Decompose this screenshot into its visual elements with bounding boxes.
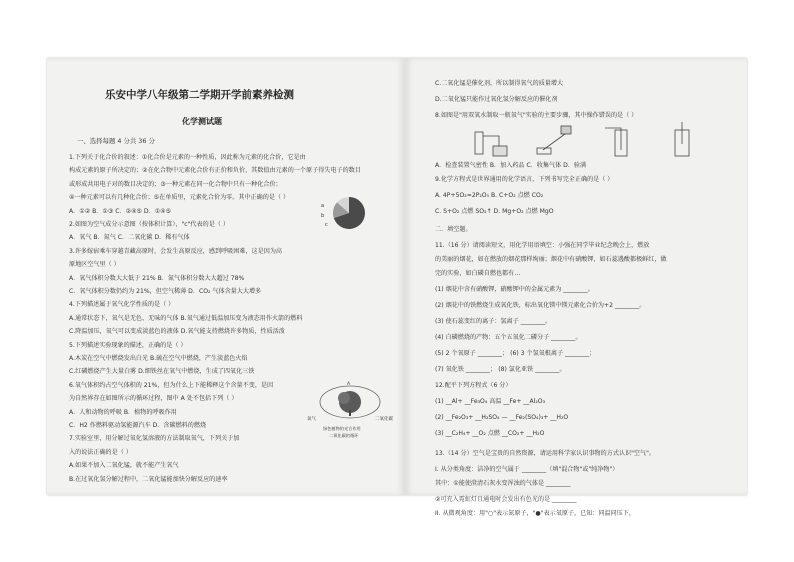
right-question-line: 完的实验，如白磷自燃也都有… [435,270,521,277]
right-question-line: (5) 2 个氧原子 ________； (6) 3 个氢氧根离子 ________； [435,350,596,357]
right-question-line: ②可充入霓虹灯且通电时会发出有色光的是 ________ [435,496,577,503]
apparatus-b-icon [537,126,571,154]
exam-subtitle: 化学测试题 [182,117,222,126]
left-question-line: A．人和动物的呼吸 B．植物的呼吸作用 [69,408,177,416]
left-question-line: 1.下列关于化合价的叙述：①化合价是元素的一种性质，因此称为元素的化合价，它是由 [69,154,306,161]
left-question-line: 入的说法正确的是（ ） [69,448,132,456]
apparatus-a-icon [475,132,507,156]
left-question-line: A．氧气体积分数大大低于 21% B．氮气体积分数大大超过 78% [69,274,245,282]
cycle-label-oxygen: 氧气 [307,417,316,422]
left-question-line: 6.氧气体积约占空气体积的 21%，但为什么上下能稀释这个含量不变，是因 [69,381,274,389]
right-question-line: A. 4P+5O₂=2P₂O₅ B. C+O₂ 点燃 CO₂ [435,192,544,199]
air-composition-pie [315,193,375,233]
right-question-line: (4) 白磷燃烧的产物：五个五氧化二磷分子 ________。 [435,334,582,341]
right-question-line: A．检查装置气密性 B．加入药品 C．收集气体 D．验满 [435,162,587,169]
pie-label-a: a [321,203,325,209]
left-question-line: 构成元素的原子所决定的；②在化合物中元素化合价有正价和负价，其数值由元素的一个原子得失电子的数目 [69,167,361,175]
right-question-line: I. 从分类角度：洁净的空气属于 ________（填"混合物"或"纯净物"） [435,466,619,473]
right-question-line: 二．填空题。 [435,226,472,233]
pie-label-b: b [321,213,325,219]
left-question-line: A.木炭在空气中燃烧发出白光 B.硫在空气中燃烧，产生淡蓝色火焰 [69,355,248,362]
left-question-line: A．氧气 B．氮气 C．二氧化碳 D．稀有气体 [69,234,190,242]
right-question-line: 的美丽的烟花，如在燃放的烟花那样绚丽；烟花中有硝酸钾，如石蕊遇酸都极鲜红，做 [435,256,667,263]
left-question-line: 4.下列描述属于氧气化学性质的是（ ） [69,301,175,309]
right-question-line: II. 从微观角度：用"○"表示氮原子，"●"表示氧原子，已知：同温同压下， [435,510,635,517]
right-question-line: C.二氧化锰是催化剂，所以制得氧气的质量增大 [435,80,564,87]
cycle-caption-2: 二氧化碳的循环 [329,433,359,438]
tree-trunk-icon [349,410,351,416]
right-question-line: (3) 使石蕊变红的离子：氢离子 ________。 [435,318,552,325]
cycle-label-a: A [347,382,351,387]
oxygen-cycle-figure [305,380,395,442]
tree-canopy-icon [338,392,350,404]
right-question-line: C. S+O₂ 点燃 SO₂↑ D. Mg+O₂ 点燃 MgO [435,208,554,215]
cycle-caption-1: 绿色植物的光合作用 [323,426,361,431]
lab-apparatus-figure [465,120,735,160]
right-question-line: 12.配平下列方程式（6 分） [435,382,512,389]
right-question-line: (7) 氧化铁 ________； (8) 氯化亚铁 ________。 [435,366,566,373]
left-question-line: 2.如图为空气成分示意图（按体积计算），"c"代表的是（ ） [69,221,229,228]
pie-label-c: c [325,222,328,228]
exam-title: 乐安中学八年级第二学期开学前素养检测 [105,89,294,101]
left-question-line: C.红磷燃烧产生大量白雾 D.细铁丝在氧气中燃烧，生成了四氧化三铁 [69,368,255,376]
right-question-line: 8.如图是"用双氧水制取一瓶氧气"实验的主要步骤，其中操作错误的是（ ） [435,112,638,119]
section-heading: 一、选择每题 4 分共 36 分 [77,137,155,145]
left-question-line: ④一种元素可以有几种化合价；⑤在单质里，元素化合价为零。其中正确的是（ ） [69,194,290,202]
left-question-line: A.如果不加入二氧化锰，就不能产生氧气 [69,462,179,470]
left-question-line: A.通常状态下，氧气是无色、无味的气体 B.氧气通过低温加压变为液态用作火箭的燃料 [69,314,303,322]
right-question-line: (1) __Al+ __Fe₃O₄ 高温 __Fe+ __Al₂O₃ [435,398,546,405]
left-question-line: 3.许多嫁宿乘车穿越青藏高原时，会发生高原反应，感到呼吸困难，这是因为高 [69,247,283,255]
right-question-line: 11.（16 分）请阅读短文，用化学用语填空：小强在同学毕业纪念晚会上，燃放 [435,242,650,249]
apparatus-c-icon [605,128,627,156]
right-question-line: 13.（14 分）空气是宝贵的自然资源，请运用科学家认识事物的方式认识"空气"。 [435,450,655,457]
left-question-line: 原地区空气里（ ） [69,261,120,269]
cycle-label-co2: 二氧化碳 [375,417,393,422]
right-question-line: (1) 烟花中含有硝酸钾，硝酸钾中的金属元素为 ________。 [435,286,594,293]
right-question-line: (3) __C₂H₄+ __O₂ 点燃 __CO₂+ __H₂O [435,430,545,437]
right-question-line: (2) __Fe₂O₃+ __H₂SO₄ — __Fe₂(SO₄)₃+ __H₂O [435,414,569,421]
left-question-line: 7.实验室里，用分解过氧化氢溶液的方法制取氧气，下列关于加 [69,435,240,443]
apparatus-d-icon [675,122,689,156]
left-question-line: C．氧气体积分数仍约为 21%，但空气稀薄 D．CO₂ 气体含量大大增多 [69,288,262,295]
left-question-line: 5.下列描述实验现象的描述，正确的是（ ） [69,341,187,349]
right-question-line: 9.化学方程式是世界通用的化学语言，下列书写完全正确的是（ ） [435,176,614,183]
left-question-line: B.在过氧化氢分解过程中，二氧化锰能加快分解反应的速率 [69,475,228,483]
left-question-line: C．H2 作燃料驱动氢能源汽车 D．含碳燃料的燃烧 [69,422,207,429]
right-question-line: 其中：①能使澄清石灰水变浑浊的气体是 ________ [435,480,571,487]
left-page [47,58,405,495]
right-question-line: (2) 烟花中的铁燃烧生成氧化铁，标出氧化镁中镁元素化合价为+2 ________。 [435,302,646,309]
left-question-line: C.降温加压，氧气可以变成淡蓝色的液体 D.氧气能支持燃烧许多物质，性质活泼 [69,328,285,336]
scanned-exam-photo [47,58,747,517]
left-question-line: 或形成共用电子对的数目决定的；③一种元素在同一化合物中只有一种化合价； [69,180,282,188]
right-question-line: D.二氧化锰只能作过氧化氢分解反应的催化剂 [435,96,558,103]
left-question-line: 为自然界存在如图所示的循环过程，图中 A 处不包括下列（ ） [69,395,238,403]
right-page [405,58,747,517]
left-question-line: A．①② B．①③ C．②④⑤ D．①④⑤ [69,207,172,215]
